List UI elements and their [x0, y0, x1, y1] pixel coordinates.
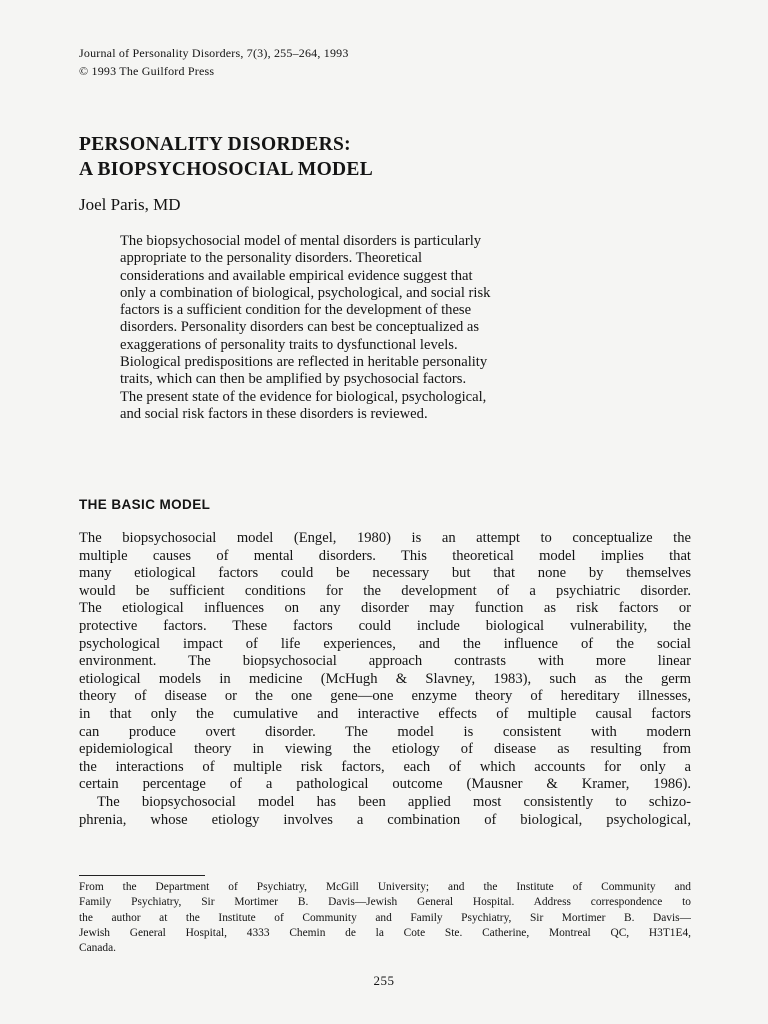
- footnote-line: From the Department of Psychiatry, McGill University; and the Institute of Community and: [79, 881, 691, 893]
- footnote-line: Canada.: [79, 942, 117, 955]
- abstract-line: considerations and available empirical evidence suggest that: [120, 267, 473, 284]
- abstract-line: traits, which can then be amplified by psychosocial factors.: [120, 371, 467, 388]
- body-line: many etiological factors could be necessary but that none by themselves: [79, 565, 691, 582]
- article-title-line-1: PERSONALITY DISORDERS:: [79, 134, 351, 155]
- body-paragraph: [79, 530, 691, 829]
- body-line: environment. The biopsychosocial approach contrasts with more linear: [79, 653, 691, 670]
- abstract: [120, 233, 640, 423]
- body-line: epidemiological theory in viewing the etiology of disease as resulting from: [79, 741, 691, 758]
- section-heading: THE BASIC MODEL: [79, 497, 211, 512]
- article-title: [79, 132, 373, 182]
- body-line: phrenia, whose etiology involves a combination of biological, psychological,: [79, 811, 691, 828]
- abstract-line: The present state of the evidence for biological, psychological,: [120, 388, 487, 405]
- body-line: can produce overt disorder. The model is consistent with modern: [79, 723, 691, 740]
- footnote-line: the author at the Institute of Community and Family Psychiatry, Sir Mortimer B. Davis—: [79, 911, 691, 924]
- page-number: 255: [373, 973, 395, 988]
- abstract-line: exaggerations of personality traits to dysfunctional levels.: [120, 336, 458, 353]
- body-line: would be sufficient conditions for the development of a psychiatric disorder.: [79, 582, 691, 599]
- body-line: The etiological influences on any disorder may function as risk factors or: [79, 600, 691, 617]
- footnote-line: Family Psychiatry, Sir Mortimer B. Davis—Jewish General Hospital. Address correspondence to: [79, 896, 691, 909]
- article-title-line-2: A BIOPSYCHOSOCIAL MODEL: [79, 159, 374, 180]
- abstract-line: and social risk factors in these disorders is reviewed.: [120, 405, 428, 422]
- footnote-divider: [79, 875, 205, 876]
- abstract-line: disorders. Personality disorders can best be conceptualized as: [120, 319, 480, 336]
- body-line: in that only the cumulative and interactive effects of multiple causal factors: [79, 705, 691, 722]
- abstract-line: The biopsychosocial model of mental disorders is particularly: [120, 233, 482, 249]
- body-line: multiple causes of mental disorders. This theoretical model implies that: [79, 547, 691, 564]
- abstract-line: only a combination of biological, psychological, and social risk: [120, 284, 491, 301]
- body-line: certain percentage of a pathological outcome (Mausner & Kramer, 1986).: [79, 776, 691, 793]
- body-line: The biopsychosocial model has been applied most consistently to schizo-: [97, 793, 691, 810]
- journal-citation: Journal of Personality Disorders, 7(3), 255–264, 1993: [79, 46, 349, 60]
- body-line: psychological impact of life experiences, and the influence of the social: [79, 635, 691, 652]
- journal-citation-header: [79, 44, 349, 80]
- body-line: the interactions of multiple risk factors, each of which accounts for only a: [79, 758, 691, 775]
- abstract-line: Biological predispositions are reflected in heritable personality: [120, 354, 488, 371]
- body-line: theory of disease or the one gene—one enzyme theory of hereditary illnesses,: [79, 688, 691, 705]
- footnote-line: Jewish General Hospital, 4333 Chemin de la Cote Ste. Catherine, Montreal QC, H3T1E4,: [79, 926, 691, 939]
- body-line: etiological models in medicine (McHugh & Slavney, 1983), such as the germ: [79, 670, 691, 687]
- body-line: The biopsychosocial model (Engel, 1980) is an attempt to conceptualize the: [79, 530, 691, 546]
- copyright-notice: © 1993 The Guilford Press: [79, 64, 215, 78]
- abstract-line: appropriate to the personality disorders. Theoretical: [120, 250, 423, 267]
- footnote: [79, 880, 691, 956]
- abstract-line: factors is a sufficient condition for the development of these: [120, 302, 472, 319]
- body-line: protective factors. These factors could include biological vulnerability, the: [79, 617, 691, 634]
- author-name: Joel Paris, MD: [79, 195, 181, 214]
